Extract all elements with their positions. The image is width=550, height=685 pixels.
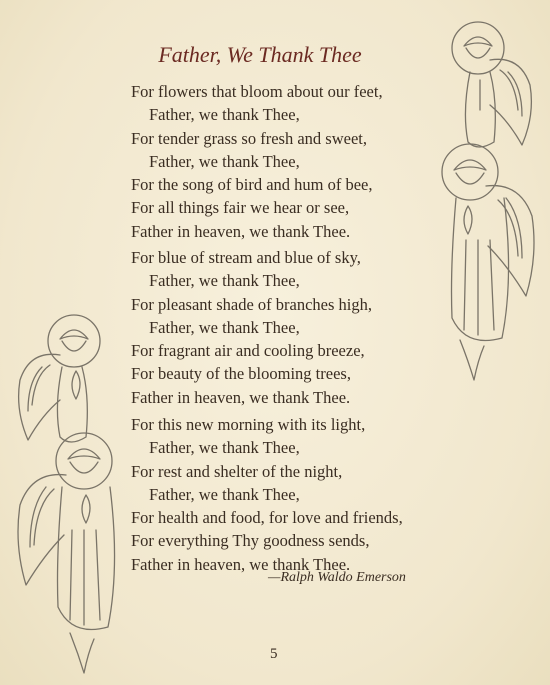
poem-line: For flowers that bloom about our feet,	[131, 82, 383, 101]
angels-drawing	[430, 10, 540, 385]
poem-title: Father, We Thank Thee	[158, 42, 362, 67]
poem-line: Father, we thank Thee,	[149, 271, 300, 291]
poem-line: For pleasant shade of branches high,	[131, 294, 373, 314]
poem-line: For this new morning with its light,	[131, 415, 366, 434]
stanza-1	[131, 80, 451, 243]
poem-line: Father, we thank Thee,	[149, 151, 300, 171]
poem-line: Father, we thank Thee,	[149, 105, 300, 125]
poem-line: Father, we thank Thee,	[149, 438, 300, 458]
stanza-2	[131, 246, 451, 409]
praying-angels-illustration-left	[12, 305, 122, 680]
poem-line: For all things fair we hear or see,	[131, 198, 350, 218]
poem-line: For everything Thy goodness sends,	[131, 531, 370, 551]
angels-drawing	[12, 305, 122, 680]
poem-line: Father, we thank Thee,	[149, 317, 300, 337]
poem-line: Father, we thank Thee,	[149, 484, 300, 504]
poem-line: For tender grass so fresh and sweet,	[131, 128, 367, 148]
praying-angels-illustration-right	[430, 10, 540, 385]
poem-author: —Ralph Waldo Emerson	[268, 570, 406, 585]
poem-line: For beauty of the blooming trees,	[131, 364, 351, 384]
page-number: 5	[270, 646, 278, 662]
poem-line: For rest and shelter of the night,	[131, 461, 343, 481]
poem-line: Father in heaven, we thank Thee.	[131, 221, 351, 241]
poem-line: For the song of bird and hum of bee,	[131, 175, 373, 195]
poem-line: For blue of stream and blue of sky,	[131, 248, 361, 267]
stanza-3	[131, 413, 451, 576]
poem-line: Father in heaven, we thank Thee.	[131, 554, 351, 574]
poem-line: Father in heaven, we thank Thee.	[131, 387, 351, 407]
poem-line: For health and food, for love and friends,	[131, 508, 403, 528]
poem-line: For fragrant air and cooling breeze,	[131, 341, 365, 361]
